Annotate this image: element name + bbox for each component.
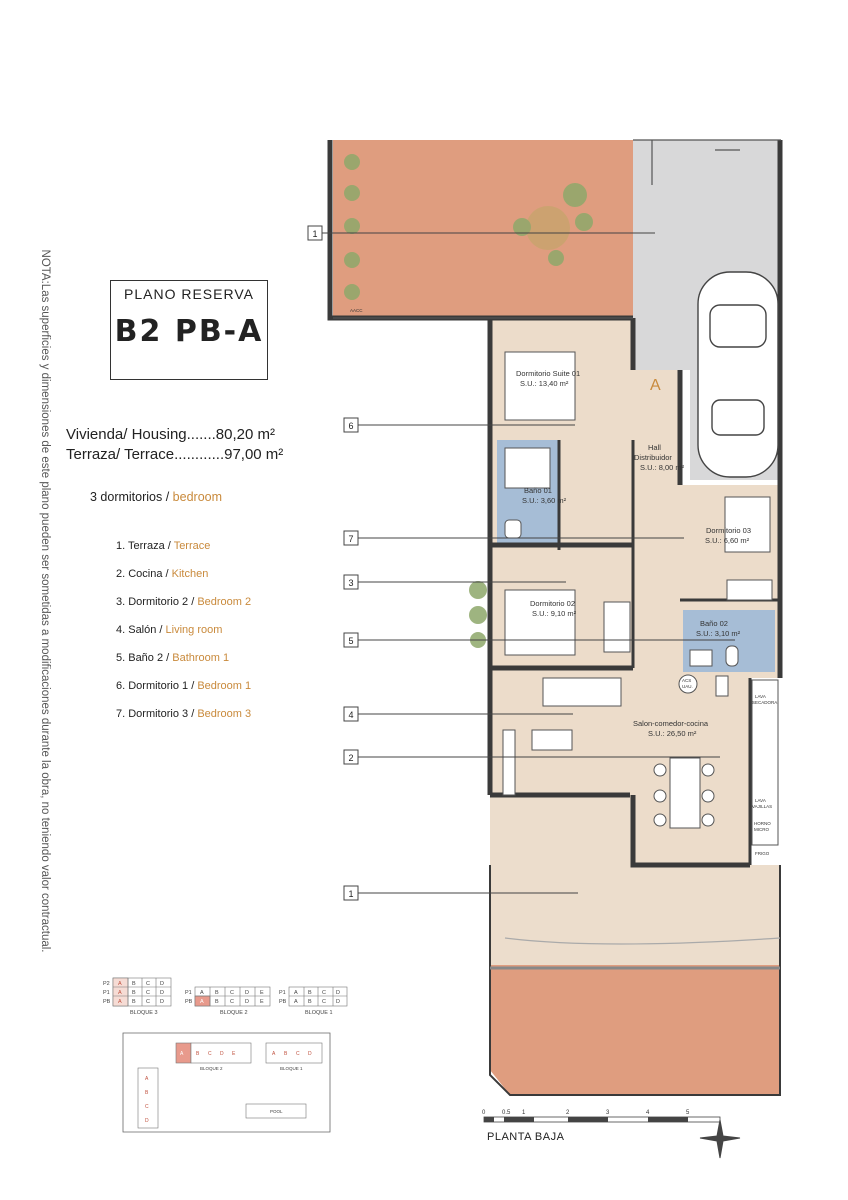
horno-label-1: HORNO bbox=[754, 821, 771, 826]
site-letter-b3: A bbox=[145, 1076, 149, 1082]
b3-letter: D bbox=[160, 981, 164, 987]
site-pool-label: POOL bbox=[270, 1109, 283, 1114]
legend-item-en: Bedroom 1 bbox=[197, 680, 252, 692]
site-letter-b1: B bbox=[284, 1051, 288, 1057]
legend-item-es: 5. Baño 2 / bbox=[116, 652, 173, 664]
b3-letter: D bbox=[160, 999, 164, 1005]
lava-vaji-label-1: LAVA bbox=[755, 798, 766, 803]
site-letter-b1: C bbox=[296, 1051, 300, 1057]
lava-vaji-label-2: VAJILLAS bbox=[752, 804, 773, 809]
room-salon-name: Salon-comedor-cocina bbox=[633, 719, 709, 728]
scale-tick-1: 1 bbox=[522, 1110, 526, 1116]
b3-letter: B bbox=[132, 981, 136, 987]
plan-title: PLANTA BAJA bbox=[487, 1131, 565, 1143]
legend-item-en: Bedroom 2 bbox=[197, 596, 252, 608]
entry-marker: A bbox=[650, 377, 661, 394]
legend-item-en: Bathroom 1 bbox=[172, 652, 230, 664]
scale-tick-05: 0.5 bbox=[502, 1110, 511, 1116]
uau-label: UAU. bbox=[682, 684, 693, 689]
acs-label: ACS bbox=[682, 678, 692, 683]
site-block2-name: BLOQUE 2 bbox=[200, 1066, 223, 1071]
b2-letter: D bbox=[245, 990, 249, 996]
b3-letter: C bbox=[146, 990, 150, 996]
b1-letter: D bbox=[336, 990, 340, 996]
room-dorm2-name: Dormitorio 02 bbox=[530, 599, 576, 608]
b2-letter: B bbox=[215, 990, 219, 996]
site-letter: B bbox=[196, 1051, 200, 1057]
lava-sec-label-2: SECADORA bbox=[752, 700, 778, 705]
site-letter-b3: B bbox=[145, 1090, 149, 1096]
legend-item-en: Kitchen bbox=[171, 568, 209, 580]
b2-letter: C bbox=[230, 999, 234, 1005]
bedroom-count-es: 3 dormitorios / bbox=[90, 490, 173, 504]
site-letter-selected: A bbox=[180, 1051, 184, 1057]
room-dorm3-name: Dormitorio 03 bbox=[706, 526, 752, 535]
terrace-area: Terraza/ Terrace............97,00 m² bbox=[66, 446, 284, 463]
site-letter: E bbox=[232, 1051, 236, 1057]
room-bano1-area: S.U.: 3,60 m² bbox=[522, 496, 567, 505]
b3-letter: D bbox=[160, 990, 164, 996]
legend-item-en: Living room bbox=[165, 624, 223, 636]
callout-1-top: 1 bbox=[312, 229, 318, 239]
row-p1-b2: P1 bbox=[185, 990, 192, 996]
row-pb-b1: PB bbox=[279, 999, 287, 1005]
b2-letter: B bbox=[215, 999, 219, 1005]
bedroom-count-en: bedroom bbox=[172, 490, 223, 504]
b3-letter: C bbox=[146, 981, 150, 987]
callout-5: 5 bbox=[348, 636, 354, 646]
block3-name: BLOQUE 3 bbox=[130, 1010, 158, 1016]
room-dorm3-area: S.U.: 6,60 m² bbox=[705, 536, 750, 545]
b1-letter: A bbox=[294, 990, 298, 996]
room-salon-area: S.U.: 26,50 m² bbox=[648, 729, 697, 738]
room-bano1-name: Baño 01 bbox=[524, 486, 552, 495]
callout-6: 6 bbox=[348, 421, 354, 431]
callout-2: 2 bbox=[348, 753, 354, 763]
b1-letter: B bbox=[308, 999, 312, 1005]
site-letter: C bbox=[208, 1051, 212, 1057]
b3-letter: B bbox=[132, 990, 136, 996]
b1-letter: C bbox=[322, 999, 326, 1005]
room-hall-name2: Distribuidor bbox=[634, 453, 672, 462]
scale-tick-5: 5 bbox=[686, 1110, 690, 1116]
scale-tick-2: 2 bbox=[566, 1110, 570, 1116]
housing-area: Vivienda/ Housing.......80,20 m² bbox=[66, 426, 276, 443]
legend-item-es: 1. Terraza / bbox=[116, 540, 174, 552]
legend-item-es: 3. Dormitorio 2 / bbox=[116, 596, 198, 608]
room-dorm2-area: S.U.: 9,10 m² bbox=[532, 609, 577, 618]
lava-sec-label-1: LAVA bbox=[755, 694, 766, 699]
room-bano2-area: S.U.: 3,10 m² bbox=[696, 629, 741, 638]
b1-letter: B bbox=[308, 990, 312, 996]
room-hall-area: S.U.: 8,00 m² bbox=[640, 463, 685, 472]
legend-item-es: 7. Dormitorio 3 / bbox=[116, 708, 198, 720]
legend-item-en: Bedroom 3 bbox=[197, 708, 252, 720]
callout-4: 4 bbox=[348, 710, 354, 720]
legend-item-en: Terrace bbox=[173, 540, 211, 552]
reserve-label: PLANO RESERVA bbox=[124, 286, 254, 302]
legal-note-text: NOTA:Las superficies y dimensiones de este plano pueden ser sometidas a modificaciones durante la obra, no teniendo valor contractual. bbox=[39, 249, 51, 953]
row-p1-b1: P1 bbox=[279, 990, 286, 996]
b3-letter: A bbox=[118, 981, 122, 987]
b1-letter: C bbox=[322, 990, 326, 996]
b3-letter: A bbox=[118, 999, 122, 1005]
key-plan-tables bbox=[103, 978, 347, 1016]
scale-tick-3: 3 bbox=[606, 1110, 610, 1116]
rear-garden bbox=[490, 965, 780, 1095]
site-key-plan bbox=[123, 1033, 330, 1132]
legend-item-es: 2. Cocina / bbox=[116, 568, 172, 580]
room-bano2-name: Baño 02 bbox=[700, 619, 728, 628]
scale-tick-0: 0 bbox=[482, 1110, 486, 1116]
b3-letter: B bbox=[132, 999, 136, 1005]
site-letter-b1: D bbox=[308, 1051, 312, 1057]
site-letter: D bbox=[220, 1051, 224, 1057]
callout-1-bottom: 1 bbox=[348, 889, 354, 899]
room-hall-name: Hall bbox=[648, 443, 661, 452]
frigo-label: FRIGO bbox=[755, 851, 770, 856]
b2-letter-selected: A bbox=[200, 999, 204, 1005]
callout-numbers bbox=[312, 229, 353, 899]
site-letter-b3: D bbox=[145, 1118, 149, 1124]
b1-letter: A bbox=[294, 999, 298, 1005]
row-p2-b3: P2 bbox=[103, 981, 110, 987]
b3-letter: C bbox=[146, 999, 150, 1005]
row-pb-b3: PB bbox=[103, 999, 111, 1005]
legend-item-es: 4. Salón / bbox=[116, 624, 166, 636]
scale-tick-4: 4 bbox=[646, 1110, 650, 1116]
scale-bar bbox=[482, 1110, 720, 1122]
site-block1-name: BLOQUE 1 bbox=[280, 1066, 303, 1071]
room-suite-name: Dormitorio Suite 01 bbox=[516, 369, 581, 378]
row-p1-b3: P1 bbox=[103, 990, 110, 996]
aacc-label: AACC bbox=[350, 308, 363, 313]
site-letter-b3: C bbox=[145, 1104, 149, 1110]
north-arrow-icon bbox=[700, 1120, 740, 1158]
b2-letter: E bbox=[260, 999, 264, 1005]
horno-label-2: MICRO bbox=[754, 827, 769, 832]
block1-name: BLOQUE 1 bbox=[305, 1010, 333, 1016]
b2-letter: E bbox=[260, 990, 264, 996]
legend-item-es: 6. Dormitorio 1 / bbox=[116, 680, 198, 692]
callout-3: 3 bbox=[348, 578, 354, 588]
callout-7: 7 bbox=[348, 534, 354, 544]
b2-letter: C bbox=[230, 990, 234, 996]
b1-letter: D bbox=[336, 999, 340, 1005]
site-letter-b1: A bbox=[272, 1051, 276, 1057]
block2-name: BLOQUE 2 bbox=[220, 1010, 248, 1016]
reserve-code: B2 PB-A bbox=[114, 314, 264, 349]
room-suite-area: S.U.: 13,40 m² bbox=[520, 379, 569, 388]
b2-letter: A bbox=[200, 990, 204, 996]
b2-letter: D bbox=[245, 999, 249, 1005]
b3-letter: A bbox=[118, 990, 122, 996]
row-pb-b2: PB bbox=[185, 999, 193, 1005]
car-icon bbox=[698, 272, 778, 477]
